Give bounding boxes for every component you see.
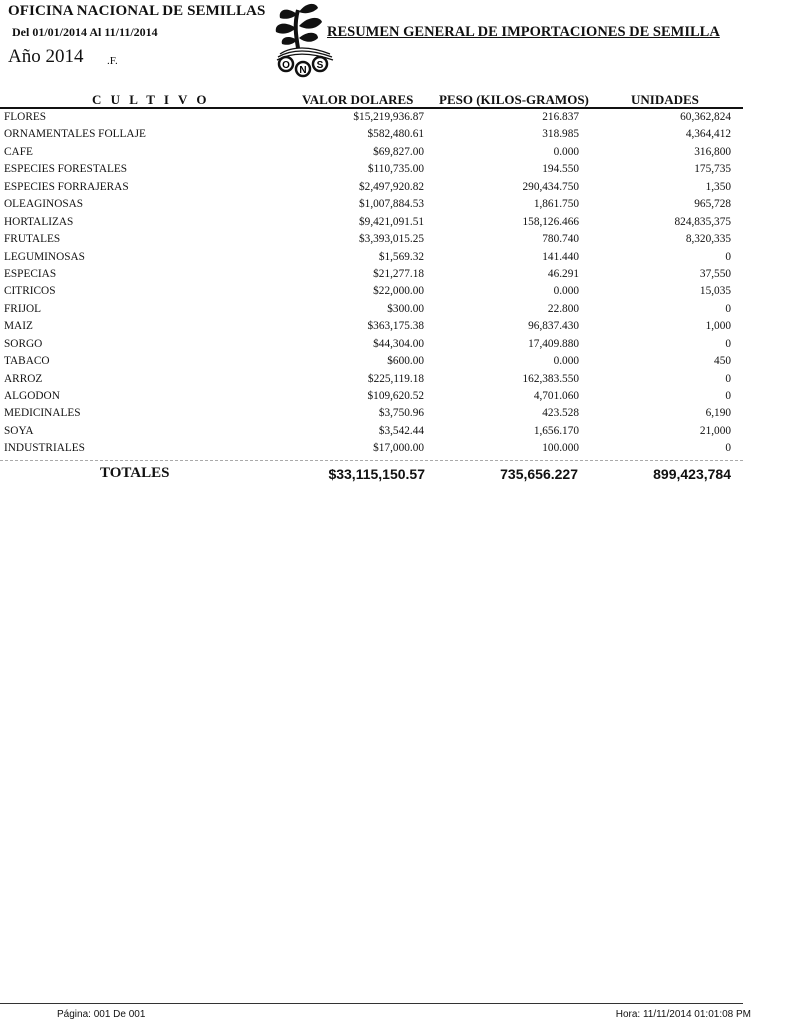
cell-cultivo: OLEAGINOSAS (4, 198, 84, 211)
cell-unidades: 0 (725, 390, 731, 402)
cell-unidades: 15,035 (699, 285, 731, 298)
cell-peso: 318.985 (542, 128, 579, 141)
cell-unidades: 6,190 (705, 407, 731, 420)
cell-valor: $109,620.52 (367, 390, 424, 402)
cell-cultivo: MAIZ (4, 320, 33, 333)
cell-peso: 0.000 (553, 355, 579, 368)
cell-peso: 100.000 (542, 442, 579, 455)
table-row (0, 354, 743, 371)
table-row (0, 162, 743, 179)
table-row (0, 232, 743, 249)
cell-valor: $363,175.38 (367, 320, 424, 333)
cell-cultivo: FRIJOL (4, 302, 42, 315)
cell-valor: $44,304.00 (373, 337, 424, 350)
cell-unidades: 965,728 (694, 198, 731, 211)
table-row (0, 145, 743, 162)
cell-cultivo: FRUTALES (4, 233, 61, 246)
cell-cultivo: FLORES (4, 111, 47, 123)
table-row (0, 180, 743, 197)
column-header-peso: PESO (KILOS-GRAMOS) (439, 92, 589, 107)
cell-unidades: 175,735 (694, 163, 731, 176)
cell-peso: 158,126.466 (522, 215, 579, 228)
cell-unidades: 4,364,412 (685, 128, 731, 141)
cell-valor: $22,000.00 (373, 285, 424, 298)
cell-peso: 0.000 (553, 145, 579, 158)
cell-unidades: 824,835,375 (674, 215, 731, 228)
table-row (0, 284, 743, 301)
cell-unidades: 450 (714, 355, 731, 368)
svg-text:O: O (282, 60, 290, 71)
cell-peso: 162,383.550 (522, 372, 579, 385)
cell-peso: 4,701.060 (533, 390, 579, 402)
organization-name: OFICINA NACIONAL DE SEMILLAS (8, 3, 266, 19)
cell-peso: 780.740 (542, 233, 579, 246)
cell-valor: $3,393,015.25 (359, 233, 424, 246)
header-divider (0, 107, 743, 109)
print-time: Hora: 11/11/2014 01:01:08 PM (615, 1009, 751, 1020)
svg-text:N: N (299, 65, 307, 76)
cell-unidades: 8,320,335 (685, 233, 731, 246)
cell-valor: $1,007,884.53 (359, 198, 424, 211)
cell-unidades: 316,800 (694, 145, 731, 158)
cell-unidades: 0 (725, 442, 731, 455)
column-header-unidades: UNIDADES (631, 92, 699, 107)
cell-unidades: 1,350 (705, 180, 731, 193)
table-row (0, 267, 743, 284)
cell-unidades: 0 (725, 302, 731, 315)
cell-unidades: 37,550 (699, 267, 731, 280)
total-valor: $33,115,150.57 (328, 466, 425, 482)
total-unidades: 899,423,784 (653, 466, 731, 482)
cell-cultivo: SOYA (4, 424, 34, 437)
cell-cultivo: ORNAMENTALES FOLLAJE (4, 128, 146, 141)
table-row (0, 441, 743, 458)
table-row (0, 424, 743, 441)
cell-valor: $17,000.00 (373, 442, 424, 455)
table-row (0, 110, 743, 127)
cell-peso: 216.837 (542, 111, 579, 123)
table-row (0, 197, 743, 214)
report-year: Año 2014 (8, 46, 84, 67)
cell-peso: 423.528 (542, 407, 579, 420)
cell-cultivo: ESPECIES FORESTALES (4, 163, 128, 176)
column-header-valor: VALOR DOLARES (302, 92, 414, 107)
cell-cultivo: ESPECIAS (4, 267, 57, 280)
cell-unidades: 60,362,824 (680, 111, 731, 123)
cell-peso: 1,656.170 (533, 424, 579, 437)
cell-cultivo: LEGUMINOSAS (4, 250, 85, 263)
cell-valor: $2,497,920.82 (359, 180, 424, 193)
table-row (0, 215, 743, 232)
cell-cultivo: CAFE (4, 145, 33, 158)
report-title: RESUMEN GENERAL DE IMPORTACIONES DE SEMILLA (327, 24, 720, 40)
cell-valor: $582,480.61 (367, 128, 424, 141)
cell-valor: $69,827.00 (373, 145, 424, 158)
cell-unidades: 0 (725, 250, 731, 263)
cell-valor: $15,219,936.87 (353, 111, 424, 123)
cell-cultivo: TABACO (4, 355, 50, 368)
cell-valor: $9,421,091.51 (359, 215, 424, 228)
cell-unidades: 21,000 (699, 424, 731, 437)
totals-divider (0, 460, 743, 461)
cell-valor: $3,750.96 (378, 407, 424, 420)
cell-peso: 22.800 (547, 302, 579, 315)
cell-unidades: 0 (725, 337, 731, 350)
page-number: Página: 001 De 001 (57, 1009, 146, 1020)
cell-valor: $21,277.18 (373, 267, 424, 280)
cell-cultivo: SORGO (4, 337, 43, 350)
cell-peso: 96,837.430 (528, 320, 579, 333)
table-row (0, 250, 743, 267)
cell-peso: 46.291 (547, 267, 579, 280)
cell-cultivo: CITRICOS (4, 285, 56, 298)
cell-peso: 290,434.750 (522, 180, 579, 193)
cell-peso: 0.000 (553, 285, 579, 298)
cell-valor: $1,569.32 (378, 250, 424, 263)
cell-valor: $300.00 (387, 302, 424, 315)
date-range: Del 01/01/2014 Al 11/11/2014 (12, 25, 158, 39)
cell-cultivo: INDUSTRIALES (4, 442, 85, 455)
report-code: .F. (107, 55, 118, 67)
totals-label: TOTALES (100, 465, 170, 481)
cell-peso: 1,861.750 (533, 198, 579, 211)
table-body (0, 110, 743, 459)
cell-cultivo: MEDICINALES (4, 407, 81, 420)
cell-cultivo: ALGODON (4, 390, 60, 402)
footer-divider (0, 1003, 743, 1004)
cell-peso: 141.440 (542, 250, 579, 263)
cell-cultivo: ARROZ (4, 372, 43, 385)
cell-cultivo: HORTALIZAS (4, 215, 74, 228)
cell-peso: 17,409.880 (528, 337, 579, 350)
table-row (0, 406, 743, 423)
cell-peso: 194.550 (542, 163, 579, 176)
cell-unidades: 0 (725, 372, 731, 385)
table-row (0, 302, 743, 319)
table-row (0, 389, 743, 406)
cell-valor: $600.00 (387, 355, 424, 368)
cell-valor: $225,119.18 (367, 372, 424, 385)
cell-cultivo: ESPECIES FORRAJERAS (4, 180, 129, 193)
cell-valor: $3,542.44 (378, 424, 424, 437)
table-row (0, 319, 743, 336)
table-row (0, 337, 743, 354)
cell-unidades: 1,000 (705, 320, 731, 333)
total-peso: 735,656.227 (500, 466, 578, 482)
cell-valor: $110,735.00 (367, 163, 424, 176)
column-header-cultivo: C U L T I V O (92, 92, 210, 107)
svg-text:S: S (316, 60, 324, 71)
table-row (0, 372, 743, 389)
table-row (0, 127, 743, 144)
